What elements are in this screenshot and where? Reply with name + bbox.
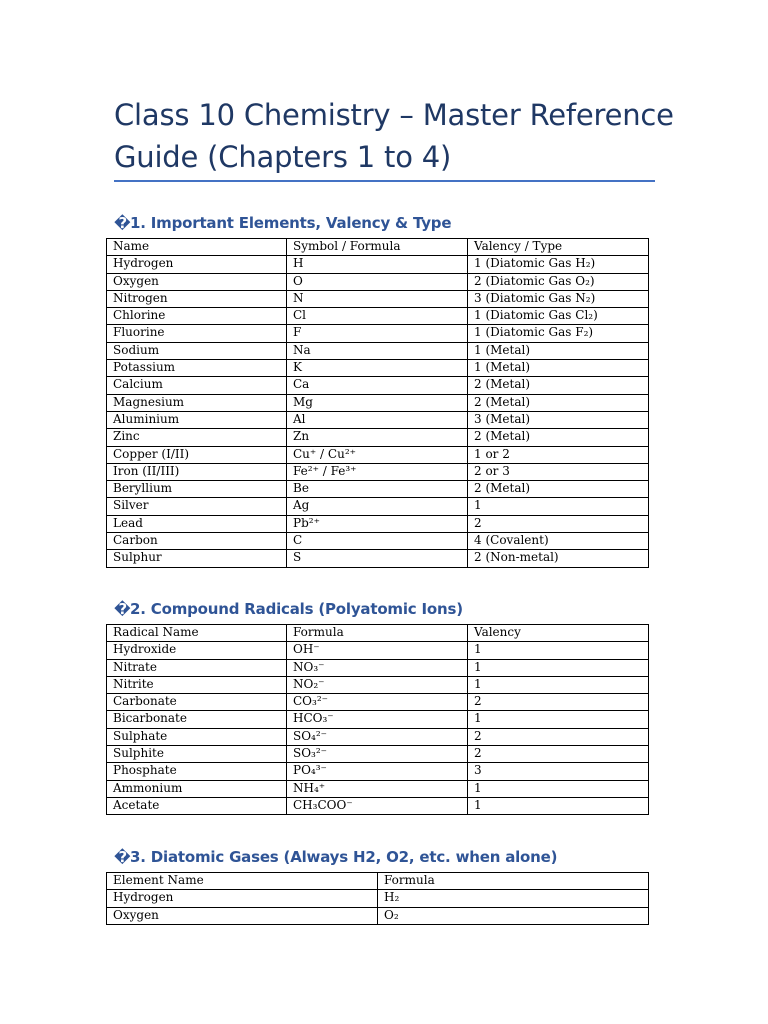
table-cell: O [287,273,468,290]
table-row [107,308,649,325]
section-1-heading [114,214,451,232]
table-row [107,342,649,359]
table-row [107,377,649,394]
table-cell: Zinc [107,429,287,446]
table-cell: 2 (Diatomic Gas O₂) [468,273,649,290]
table-cell: Silver [107,498,287,515]
table-row [107,642,649,659]
table-cell: Pb²⁺ [287,515,468,532]
table-cell: 1 (Metal) [468,342,649,359]
document-title: Class 10 Chemistry – Master Reference Guide (Chapters 1 to 4) [114,98,674,174]
missing-glyph-icon: � [114,848,131,866]
table-row [107,907,649,924]
table-cell: 2 (Metal) [468,377,649,394]
table-cell: 1 (Diatomic Gas H₂) [468,256,649,273]
table-cell: 2 [468,728,649,745]
table-cell: 1 or 2 [468,446,649,463]
table-cell: Zn [287,429,468,446]
table-cell: Ca [287,377,468,394]
table-cell: 2 [468,746,649,763]
table-cell: 1 (Diatomic Gas Cl₂) [468,308,649,325]
column-header: Valency / Type [468,239,649,256]
table-cell: Oxygen [107,273,287,290]
table-cell: Nitrogen [107,290,287,307]
table-cell: HCO₃⁻ [287,711,468,728]
table-row [107,515,649,532]
table-row [107,659,649,676]
table-cell: Cu⁺ / Cu²⁺ [287,446,468,463]
table-cell: NO₃⁻ [287,659,468,676]
table-row [107,498,649,515]
table-cell: Iron (II/III) [107,463,287,480]
section-1-heading-text: 1. Important Elements, Valency & Type [130,214,452,232]
table-cell: 2 (Metal) [468,429,649,446]
table-cell: K [287,360,468,377]
table-cell: 3 [468,763,649,780]
table-cell: Be [287,481,468,498]
table-cell: CO₃²⁻ [287,694,468,711]
table-cell: 1 [468,711,649,728]
section-2-heading-text: 2. Compound Radicals (Polyatomic Ions) [130,600,463,618]
table-cell: Hydrogen [107,890,378,907]
table-row [107,256,649,273]
column-header: Symbol / Formula [287,239,468,256]
table-cell: Nitrate [107,659,287,676]
table-cell: Oxygen [107,907,378,924]
table-cell: Phosphate [107,763,287,780]
table-cell: 2 or 3 [468,463,649,480]
table-row [107,550,649,567]
table-cell: Nitrite [107,676,287,693]
table-cell: H [287,256,468,273]
table-cell: Mg [287,394,468,411]
table-row [107,446,649,463]
column-header: Name [107,239,287,256]
table-header-row [107,625,649,642]
table-row [107,394,649,411]
table-cell: H₂ [378,890,649,907]
elements-table [106,238,649,568]
table-row [107,290,649,307]
table-cell: N [287,290,468,307]
table-cell: 1 [468,659,649,676]
table-cell: 1 (Metal) [468,360,649,377]
table-row [107,533,649,550]
section-3-heading [114,848,557,866]
table-row [107,360,649,377]
table-row [107,273,649,290]
table-row [107,481,649,498]
table-cell: 2 [468,694,649,711]
table-cell: C [287,533,468,550]
table-cell: 1 [468,780,649,797]
table-cell: Ammonium [107,780,287,797]
table-row [107,746,649,763]
table-cell: 1 [468,797,649,814]
table-cell: 4 (Covalent) [468,533,649,550]
table-cell: 1 [468,676,649,693]
table-cell: Magnesium [107,394,287,411]
table-cell: Carbonate [107,694,287,711]
table-header-row [107,239,649,256]
table-cell: 3 (Diatomic Gas N₂) [468,290,649,307]
section-2-heading [114,600,463,618]
table-cell: Bicarbonate [107,711,287,728]
table-row [107,429,649,446]
table-cell: Sulphite [107,746,287,763]
missing-glyph-icon: � [114,214,131,232]
table-cell: OH⁻ [287,642,468,659]
table-cell: Acetate [107,797,287,814]
table-cell: Copper (I/II) [107,446,287,463]
table-cell: Carbon [107,533,287,550]
table-cell: Sodium [107,342,287,359]
table-cell: Potassium [107,360,287,377]
table-cell: Na [287,342,468,359]
table-cell: O₂ [378,907,649,924]
table-row [107,797,649,814]
title-underline [114,180,655,182]
table-cell: 3 (Metal) [468,411,649,428]
table-cell: Beryllium [107,481,287,498]
missing-glyph-icon: � [114,600,131,618]
table-row [107,411,649,428]
table-cell: NO₂⁻ [287,676,468,693]
table-cell: PO₄³⁻ [287,763,468,780]
table-cell: 2 [468,515,649,532]
table-cell: Calcium [107,377,287,394]
table-cell: Cl [287,308,468,325]
column-header: Valency [468,625,649,642]
table-row [107,780,649,797]
column-header: Element Name [107,873,378,890]
table-cell: Fluorine [107,325,287,342]
table-cell: Al [287,411,468,428]
table-cell: 2 (Non-metal) [468,550,649,567]
table-cell: CH₃COO⁻ [287,797,468,814]
table-cell: Fe²⁺ / Fe³⁺ [287,463,468,480]
table-cell: Hydroxide [107,642,287,659]
table-cell: SO₃²⁻ [287,746,468,763]
diatomic-gases-table [106,872,649,925]
table-row [107,763,649,780]
table-cell: Chlorine [107,308,287,325]
table-cell: 1 [468,498,649,515]
table-row [107,463,649,480]
table-cell: Hydrogen [107,256,287,273]
table-header-row [107,873,649,890]
column-header: Formula [287,625,468,642]
column-header: Radical Name [107,625,287,642]
table-cell: 2 (Metal) [468,394,649,411]
table-cell: F [287,325,468,342]
table-cell: S [287,550,468,567]
table-row [107,325,649,342]
table-row [107,676,649,693]
table-row [107,728,649,745]
table-cell: Lead [107,515,287,532]
table-cell: 1 [468,642,649,659]
table-cell: 1 (Diatomic Gas F₂) [468,325,649,342]
table-row [107,694,649,711]
table-cell: 2 (Metal) [468,481,649,498]
table-cell: Aluminium [107,411,287,428]
table-cell: Ag [287,498,468,515]
table-cell: NH₄⁺ [287,780,468,797]
radicals-table [106,624,649,815]
table-row [107,711,649,728]
column-header: Formula [378,873,649,890]
table-cell: SO₄²⁻ [287,728,468,745]
section-3-heading-text: 3. Diatomic Gases (Always H2, O2, etc. when alone) [130,848,558,866]
table-cell: Sulphur [107,550,287,567]
table-cell: Sulphate [107,728,287,745]
table-row [107,890,649,907]
